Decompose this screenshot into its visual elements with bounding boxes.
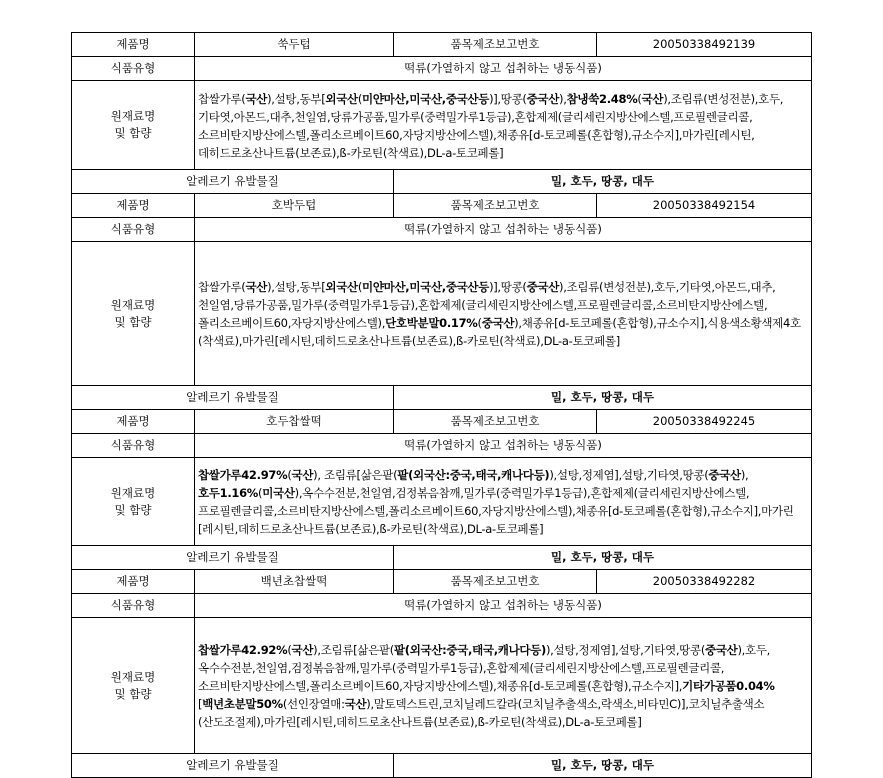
ingredient-text: ),설탕,동부[: [267, 91, 326, 106]
report-number-value: 20050338492139: [597, 33, 812, 57]
report-number-label: 품목제조보고번호: [394, 194, 597, 218]
ingredients-value: [195, 458, 812, 546]
allergen-row: [72, 754, 812, 778]
allergen-label: 알레르기 유발물질: [72, 386, 394, 410]
ingredients-label-line1: 원재료명: [110, 109, 156, 123]
ingredients-label-line2: 및 함량: [114, 686, 152, 701]
ingredient-text: ),채종유[d-토코페롤(혼합형),규소수지],식용색소황색제4호(착색료),마가린[레시틴,데히드로초산나트륨(보존료),ß-카로틴(착색료),DL-a-토코페롤]: [198, 316, 801, 348]
report-number-label: 품목제조보고번호: [394, 33, 597, 57]
food-type-value: 떡류(가열하지 않고 섭취하는 냉동식품): [195, 434, 812, 458]
ingredient-text: (: [287, 643, 292, 657]
ingredient-text: ),말토덱스트린,코치닐레드칼라(코치닐추출색소,락색소,비타민C)],코치닐추출색소(산도조절제),마가린[레시틴,데히드로초산나트륨(보존료),ß-카로틴(착색료),DL-a-토코페롤]: [198, 697, 765, 729]
food-type-value: 떡류(가열하지 않고 섭취하는 냉동식품): [195, 57, 812, 81]
food-type-row: [72, 594, 812, 618]
ingredients-label-line1: 원재료명: [110, 485, 156, 500]
ingredient-emphasis: 팥(외국산:중국,태국,캐나다등): [397, 468, 550, 482]
report-number-value: 20050338492245: [597, 410, 812, 434]
food-type-label: 식품유형: [72, 434, 195, 458]
allergen-label: 알레르기 유발물질: [72, 546, 394, 570]
product-info-sheet: [71, 32, 811, 778]
ingredient-emphasis: 미얀마산,미국산,중국산등: [362, 91, 490, 106]
ingredient-emphasis: 국산: [291, 643, 314, 657]
ingredient-emphasis: 단호박분말0.17%: [385, 316, 478, 330]
ingredient-text: ),조림류(변성전분),호두,기타엿,아몬드,대추,천일염,당류가공품,밀가루(중력밀가루1등급),혼합제제(글리세린지방산에스텔,프로필렌글리콜,소르비탄지방산에스텔,폴리소르베이트60,자당지방산에스텔),: [198, 280, 776, 330]
allergen-row: [72, 546, 812, 570]
ingredient-text: ),옥수수전분,천일염,검정볶음참깨,밀가루(중력밀가루1등급),혼합제제(글리세린지방산에스텔,프로필렌글리콜,소르비탄지방산에스텔,폴리소르베이트60,자당지방산에스텔),채종유[d-토코페롤(혼합형),규소수지],마가린[레시틴,데히드로초산나트륨(보존료),ß-카로틴(착색료),DL-a-토코페롤]: [198, 486, 794, 536]
ingredient-text: ),설탕,정제염],설탕,기타엿,땅콩(: [546, 643, 706, 657]
ingredients-value: [195, 242, 812, 386]
report-number-label: 품목제조보고번호: [394, 570, 597, 594]
ingredient-emphasis: 중국산: [481, 316, 515, 330]
ingredient-text: )],땅콩(: [489, 91, 527, 106]
product-name-row: [72, 194, 812, 218]
ingredient-text: (: [357, 91, 363, 106]
report-number-value: 20050338492154: [597, 194, 812, 218]
report-number-value: 20050338492282: [597, 570, 812, 594]
allergen-row: [72, 170, 812, 194]
ingredient-emphasis: 중국산: [708, 468, 741, 482]
ingredient-text: ),설탕,정제염],설탕,기타엿,땅콩(: [549, 468, 709, 482]
allergen-value: 밀, 호두, 땅콩, 대두: [394, 170, 812, 194]
ingredient-emphasis: 참냉쑥2.48%: [566, 91, 638, 106]
product-name-label: 제품명: [72, 33, 195, 57]
food-type-value: 떡류(가열하지 않고 섭취하는 냉동식품): [195, 594, 812, 618]
product-name-row: [72, 33, 812, 57]
product-name-label: 제품명: [72, 410, 195, 434]
ingredient-emphasis: 기타가공품0.04%: [682, 679, 775, 693]
ingredient-emphasis: 중국산: [705, 643, 738, 657]
ingredient-text: [: [198, 697, 203, 711]
ingredient-emphasis: 국산: [641, 91, 664, 106]
food-type-label: 식품유형: [72, 594, 195, 618]
ingredient-text: )],땅콩(: [489, 280, 527, 294]
ingredient-emphasis: 팥(외국산:중국,태국,캐나다등): [393, 643, 546, 657]
ingredients-label-line2: 및 함량: [114, 126, 152, 140]
ingredient-text: ),: [740, 468, 749, 482]
allergen-value: 밀, 호두, 땅콩, 대두: [394, 546, 812, 570]
ingredients-label-line2: 및 함량: [114, 502, 152, 517]
ingredient-emphasis: 미얀마산,미국산,중국산등: [362, 280, 490, 294]
ingredient-text: ),호두,옥수수전분,천일염,검정볶음참깨,밀가루(중력밀가루1등급),혼합제제(글리세린지방산에스텔,프로필렌글리콜,소르비탄지방산에스텔,폴리소르베이트60,자당지방산에스텔),채종유[d-토코페롤(혼합형),규소수지],: [198, 643, 770, 693]
ingredient-text: ),조림류[삶은팥(: [313, 643, 394, 657]
report-number-label: 품목제조보고번호: [394, 410, 597, 434]
ingredient-text: ), 조림류[삶은팥(: [313, 468, 398, 482]
ingredient-emphasis: 찹쌀가루42.92%: [198, 643, 288, 657]
food-type-row: [72, 57, 812, 81]
product-name-value: 호두찹쌀떡: [195, 410, 394, 434]
ingredient-emphasis: 국산: [245, 91, 268, 106]
food-type-row: [72, 218, 812, 242]
ingredients-value: [195, 81, 812, 170]
ingredient-text: 찹쌀가루(: [198, 91, 246, 106]
allergen-row: [72, 386, 812, 410]
ingredient-text: (: [258, 486, 263, 500]
ingredients-row: [72, 458, 812, 546]
ingredient-text: 찹쌀가루(: [198, 280, 246, 294]
ingredient-emphasis: 호두1.16%: [198, 486, 259, 500]
ingredient-text: (: [287, 468, 292, 482]
product-name-value: 쑥두텁: [195, 33, 394, 57]
ingredients-label: [72, 242, 195, 386]
ingredient-emphasis: 중국산: [526, 91, 560, 106]
ingredient-text: (: [477, 316, 482, 330]
product-name-label: 제품명: [72, 194, 195, 218]
allergen-label: 알레르기 유발물질: [72, 754, 394, 778]
food-type-label: 식품유형: [72, 218, 195, 242]
product-name-value: 백년초찹쌀떡: [195, 570, 394, 594]
ingredients-value: [195, 618, 812, 754]
ingredient-emphasis: 찹쌀가루42.97%: [198, 468, 288, 482]
ingredient-text: ),설탕,동부[: [267, 280, 326, 294]
ingredients-row: [72, 618, 812, 754]
ingredient-text: (: [357, 280, 363, 294]
ingredient-emphasis: 중국산: [526, 280, 560, 294]
allergen-value: 밀, 호두, 땅콩, 대두: [394, 386, 812, 410]
ingredient-emphasis: 국산: [291, 468, 314, 482]
food-type-value: 떡류(가열하지 않고 섭취하는 냉동식품): [195, 218, 812, 242]
ingredient-emphasis: 외국산: [325, 280, 358, 294]
allergen-label: 알레르기 유발물질: [72, 170, 394, 194]
ingredients-label-line1: 원재료명: [110, 669, 156, 684]
product-name-value: 호박두텁: [195, 194, 394, 218]
ingredients-label-line2: 및 함량: [114, 314, 152, 329]
ingredient-emphasis: 미국산: [262, 486, 295, 500]
ingredients-label-line1: 원재료명: [110, 297, 156, 312]
food-type-row: [72, 434, 812, 458]
product-name-label: 제품명: [72, 570, 195, 594]
product-name-row: [72, 410, 812, 434]
ingredients-label: [72, 458, 195, 546]
allergen-value: 밀, 호두, 땅콩, 대두: [394, 754, 812, 778]
food-type-label: 식품유형: [72, 57, 195, 81]
ingredient-emphasis: 백년초분말50%: [202, 697, 283, 711]
ingredient-text: ),: [559, 91, 567, 106]
product-info-table: [71, 32, 812, 778]
ingredient-text: ),조림류(변성전분),호두,기타엿,아몬드,대추,천일염,당류가공품,밀가루(중력밀가루1등급),혼합제제(글리세린지방산에스텔,프로필렌글리콜,소르비탄지방산에스텔,폴리소르베이트60,자당지방산에스텔),채종유[d-토코페롤(혼합형),규소수지],마가린[레시틴,데히드로초산나트륨(보존료),ß-카로틴(착색료),DL-a-토코페롤]: [198, 91, 784, 160]
ingredient-emphasis: 국산: [344, 697, 367, 711]
ingredient-emphasis: 외국산: [325, 91, 358, 106]
ingredient-emphasis: 국산: [245, 280, 268, 294]
ingredients-row: [72, 242, 812, 386]
ingredients-row: [72, 81, 812, 170]
ingredient-text: (: [637, 91, 642, 106]
ingredients-label: [72, 618, 195, 754]
product-name-row: [72, 570, 812, 594]
ingredient-text: (선인장열매:: [282, 697, 345, 711]
ingredients-label: [72, 81, 195, 170]
